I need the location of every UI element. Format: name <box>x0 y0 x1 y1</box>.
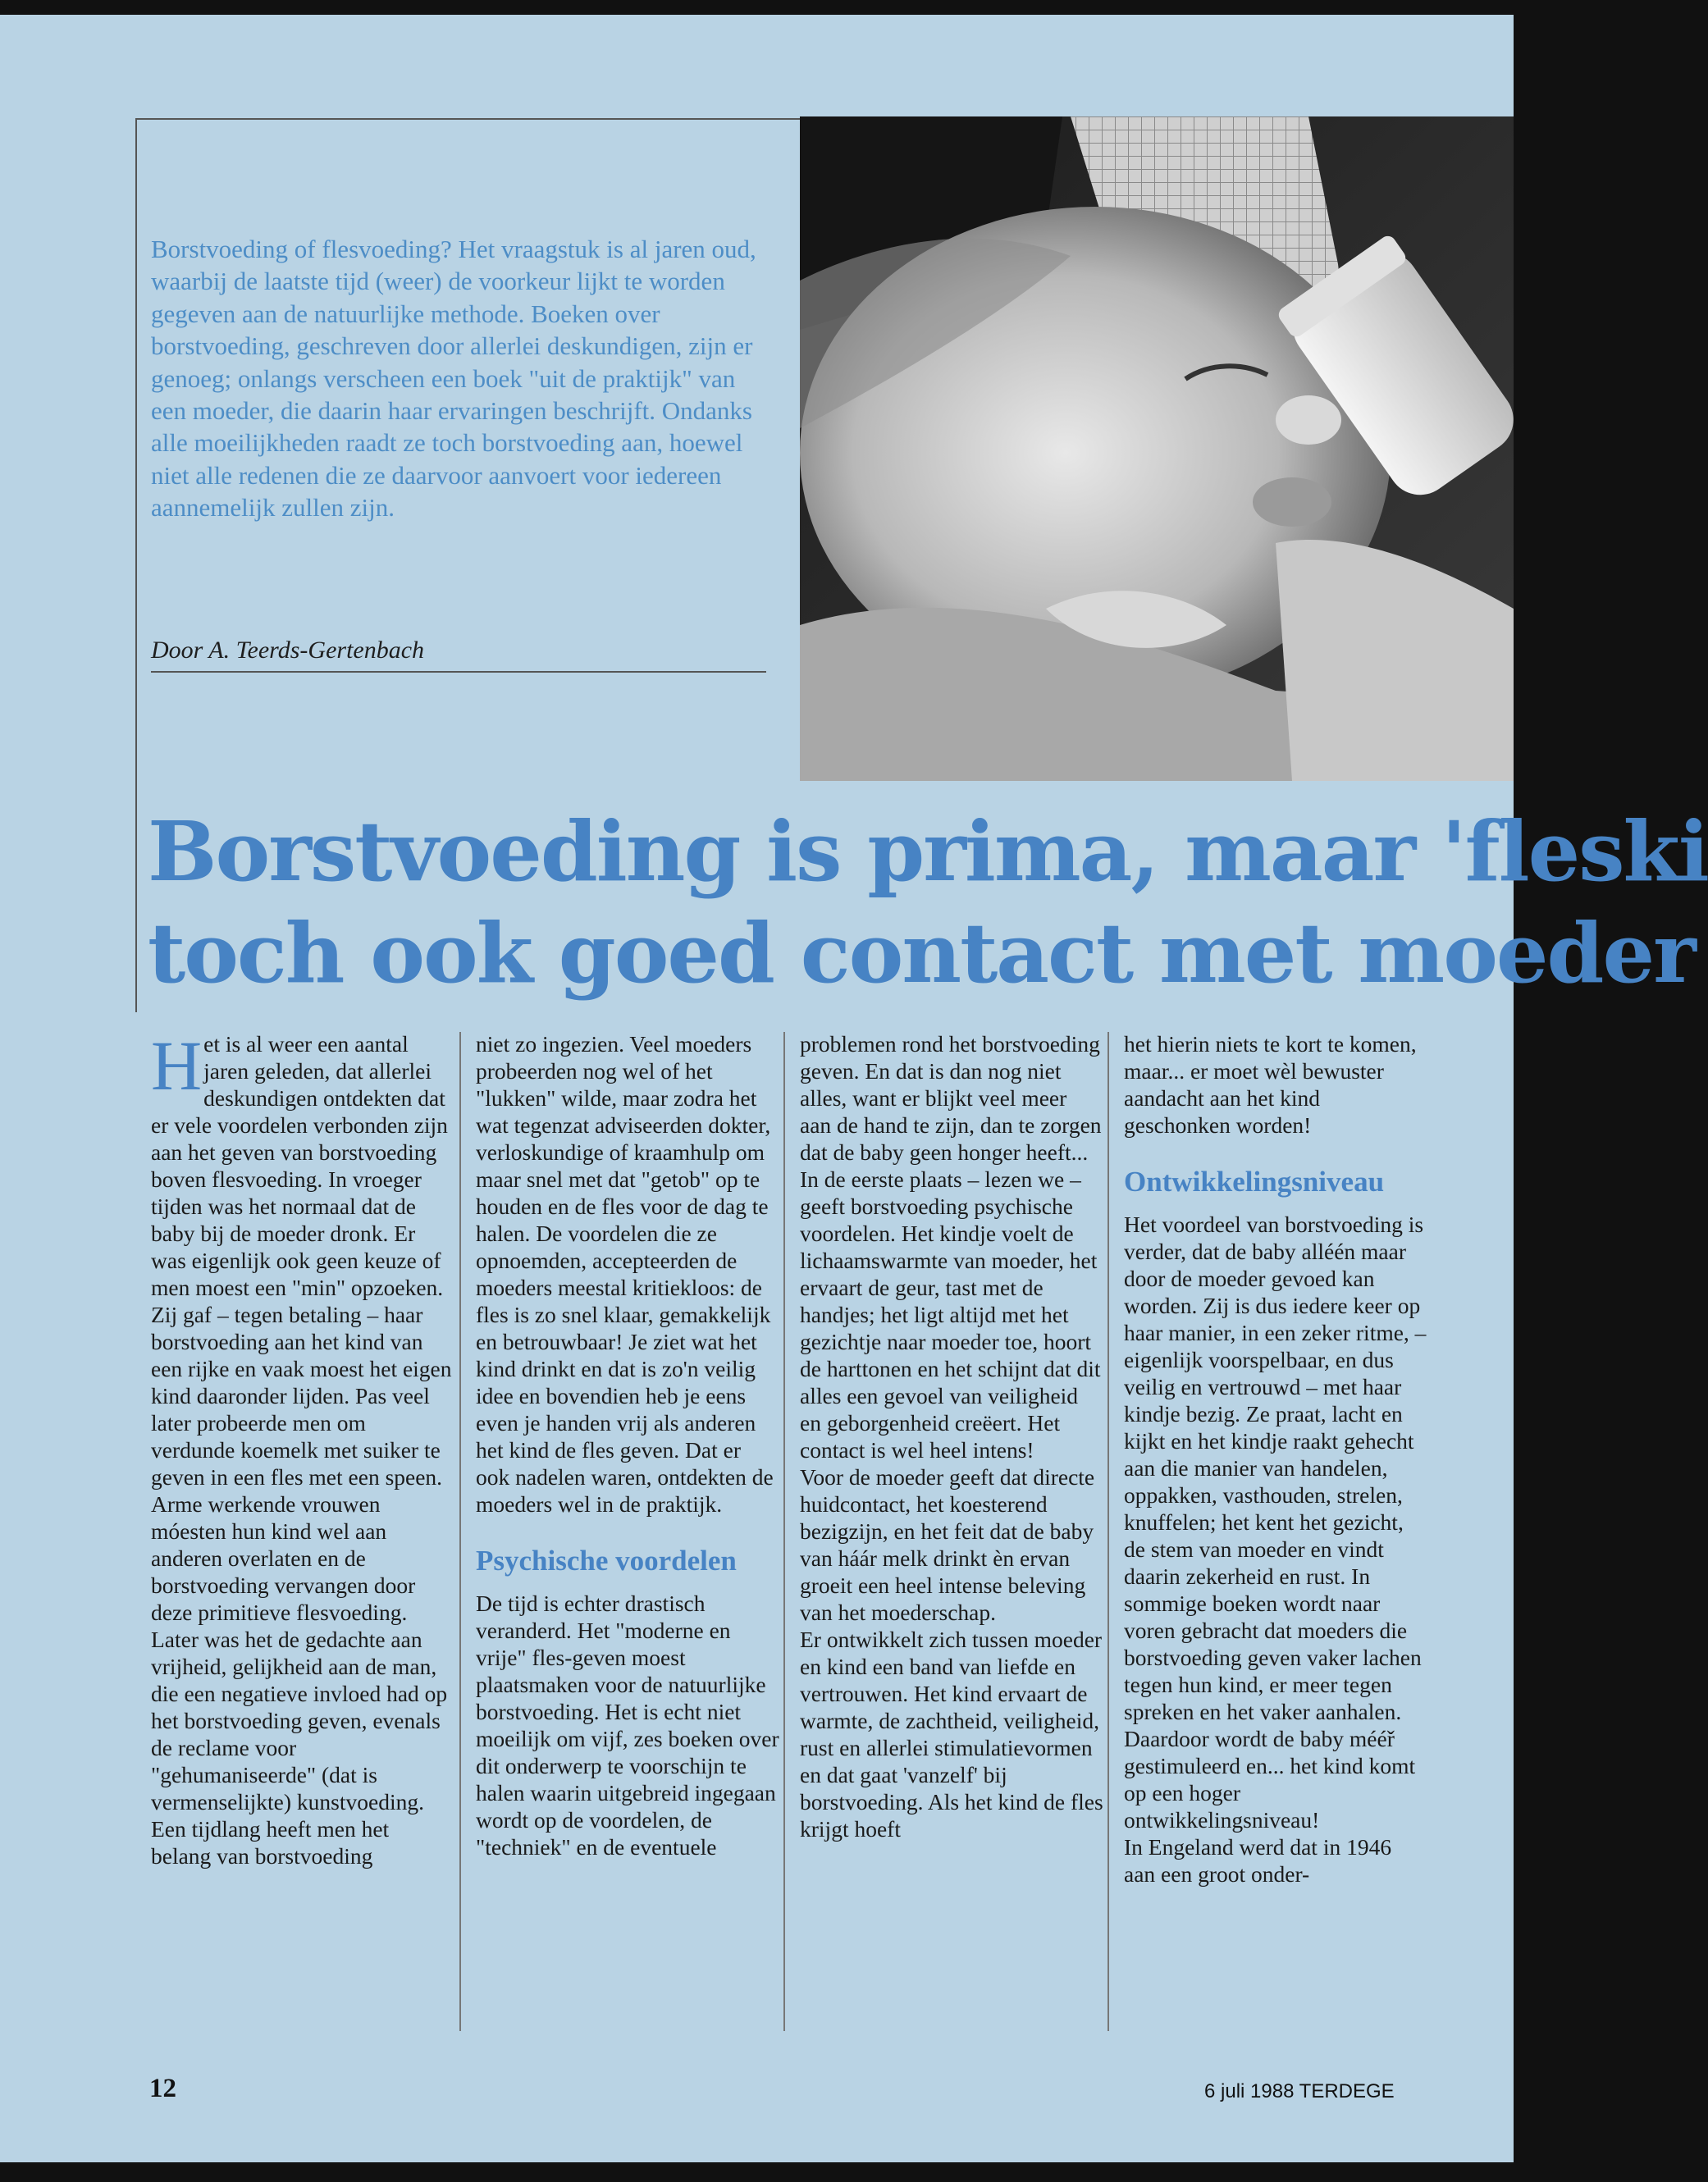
magazine-page <box>0 15 1708 2162</box>
subhead-ontwikkelingsniveau: Ontwikkelingsniveau <box>1124 1166 1385 1198</box>
column-2-text-1: niet zo ingezien. Veel moeders probeerden nog wel of het "lukken" wilde, maar zodra het wat tegenzat adviseerden dokter, verloskundige of kraamhulp om maar snel met dat "getob" op te houden en de fles voor de dag te halen. De voordelen die ze opnoemden, accepteerden de moeders meestal kritiekloos: de fles is zo snel klaar, gemakkelijk en betrouwbaar! Je ziet wat het kind drinkt en dat is zo'n veilig idee en bovendien heb je eens even je handen vrij als anderen het kind de fles geven. Dat er ook nadelen waren, ontdekten de moeders wel in de praktijk. <box>476 1031 774 1517</box>
column-4-text-3: In Engeland werd dat in 1946 aan een groot onder- <box>1124 1834 1392 1887</box>
page-number: 12 <box>149 2074 176 2103</box>
column-4-text-1: het hierin niets te kort te komen, maar... er moet wèl bewuster aandacht aan het kind geschonken worden! <box>1124 1031 1417 1138</box>
column-2-text-2: De tijd is echter drastisch veranderd. Het "moderne en vrije" fles-geven moest plaatsmaken voor de natuurlijke borstvoeding. Het is echt niet moeilijk om vijf, zes boeken over dit onderwerp te voorschijn te halen waarin uitgebreid ingegaan wordt op de voordelen, de "techniek" en de eventuele <box>476 1591 779 1860</box>
column-1-text-2: Een tijdlang heeft men het belang van borstvoeding <box>151 1816 390 1869</box>
intro-paragraph: Borstvoeding of flesvoeding? Het vraagstuk is al jaren oud, waarbij de laatste tijd (weer) de voorkeur lijkt te worden gegeven aan de natuurlijke methode. Boeken over borstvoeding, geschreven door allerlei deskundigen, zijn er genoeg; onlangs verscheen een boek "uit de praktijk" van een moeder, die daarin haar ervaringen beschrijft. Ondanks alle moeilijkheden raadt ze toch borstvoeding aan, hoewel niet alle redenen die ze daarvoor aanvoert voor iedereen aannemelijk zullen zijn. <box>151 235 756 523</box>
issue-date: 6 juli 1988 TERDEGE <box>1204 2080 1395 2102</box>
byline-rule <box>151 671 766 673</box>
column-1-paragraph <box>151 1026 454 1815</box>
article-column-4 <box>1124 1030 1427 2029</box>
frame-left-rule <box>135 118 137 1012</box>
photo-illustration <box>800 116 1514 781</box>
column-3-text-1: problemen rond het borstvoeding geven. En dat is dan nog niet alles, want er blijkt veel meer aan de hand te zijn, dan te zorgen dat de baby geen honger heeft... <box>800 1031 1102 1165</box>
subhead-psychische-voordelen: Psychische voordelen <box>476 1545 737 1577</box>
column-3-text-4: Er ontwikkelt zich tussen moeder en kind een band van liefde en vertrouwen. Het kind ervaart de warmte, de zachtheid, veiligheid, rust en allerlei stimulatievormen en dat gaat 'vanzelf' bij borstvoeding. Als het kind de fles krijgt hoeft <box>800 1627 1103 1842</box>
article-column-1 <box>151 1026 454 2029</box>
column-3-text-2: In de eerste plaats – lezen we – geeft borstvoeding psychische voordelen. Het kindje voelt de lichaamswarmte van moeder, het ervaart de geur, tast met de handjes; het ligt altijd met het gezichtje naar moeder toe, hoort de harttonen en het schijnt dat dit alles een gevoel van veiligheid en geborgenheid creëert. Het contact is wel heel intens! <box>800 1166 1101 1463</box>
byline: Door A. Teerds-Gertenbach <box>151 637 425 664</box>
column-divider <box>783 1032 785 2031</box>
column-divider <box>459 1032 461 2031</box>
baby-bottle-photo <box>800 116 1514 781</box>
column-1-text: et is al weer een aantal jaren geleden, dat allerlei deskundigen ontdekten dat er vele voordelen verbonden zijn aan het geven van borstvoeding boven flesvoeding. In vroeger tijden was het normaal dat de baby bij de moeder dronk. Er was eigenlijk ook geen keuze of men moest een "min" opzoeken. Zij gaf – tegen betaling – haar borstvoeding aan het kind van een rijke en vaak moest het eigen kind daaronder lijden. Pas veel later probeerde men om verdunde koemelk met suiker te geven in een fles met een speen. Arme werkende vrouwen móesten hun kind wel aan anderen overlaten en de borstvoeding vervangen door deze primitieve flesvoeding. Later was het de gedachte aan vrijheid, gelijkheid aan de man, die een negatieve invloed had op het borstvoeding geven, evenals de reclame voor "gehumaniseerde" (dat is vermenselijkte) kunstvoeding. <box>151 1031 452 1815</box>
headline-line-2: toch ook goed contact met moeder <box>148 905 1695 1002</box>
article-column-2 <box>476 1030 779 2029</box>
article-column-3 <box>800 1030 1103 2029</box>
drop-cap: H <box>151 1026 203 1105</box>
headline <box>148 801 1708 1004</box>
column-3-text-3: Voor de moeder geeft dat directe huidcontact, het koesterend bezigzijn, en het feit dat de baby van háár melk drinkt èn ervan groeit een heel intense beleving van het moederschap. <box>800 1464 1095 1625</box>
column-divider <box>1107 1032 1109 2031</box>
column-4-text-2: Het voordeel van borstvoeding is verder, dat de baby alléén maar door de moeder gevoed kan worden. Zij is dus iedere keer op haar manier, in een zeker ritme, – eigenlijk voorspelbaar, en dus veilig en vertrouwd – met haar kindje bezig. Ze praat, lacht en kijkt en het kindje raakt gehecht aan die manier van handelen, oppakken, vasthouden, strelen, knuffelen; het kent het gezicht, de stem van moeder en vindt daarin zekerheid en rust. In sommige boeken wordt naar voren gebracht dat moeders die borstvoeding geven vaker lachen tegen hun kind, er meer tegen spreken en het vaker aanhalen. Daardoor wordt de baby mééř gestimuleerd en... het kind komt op een hoger ontwikkelingsniveau! <box>1124 1212 1427 1833</box>
headline-line-1: Borstvoeding is prima, maar 'fleski <box>148 803 1708 900</box>
